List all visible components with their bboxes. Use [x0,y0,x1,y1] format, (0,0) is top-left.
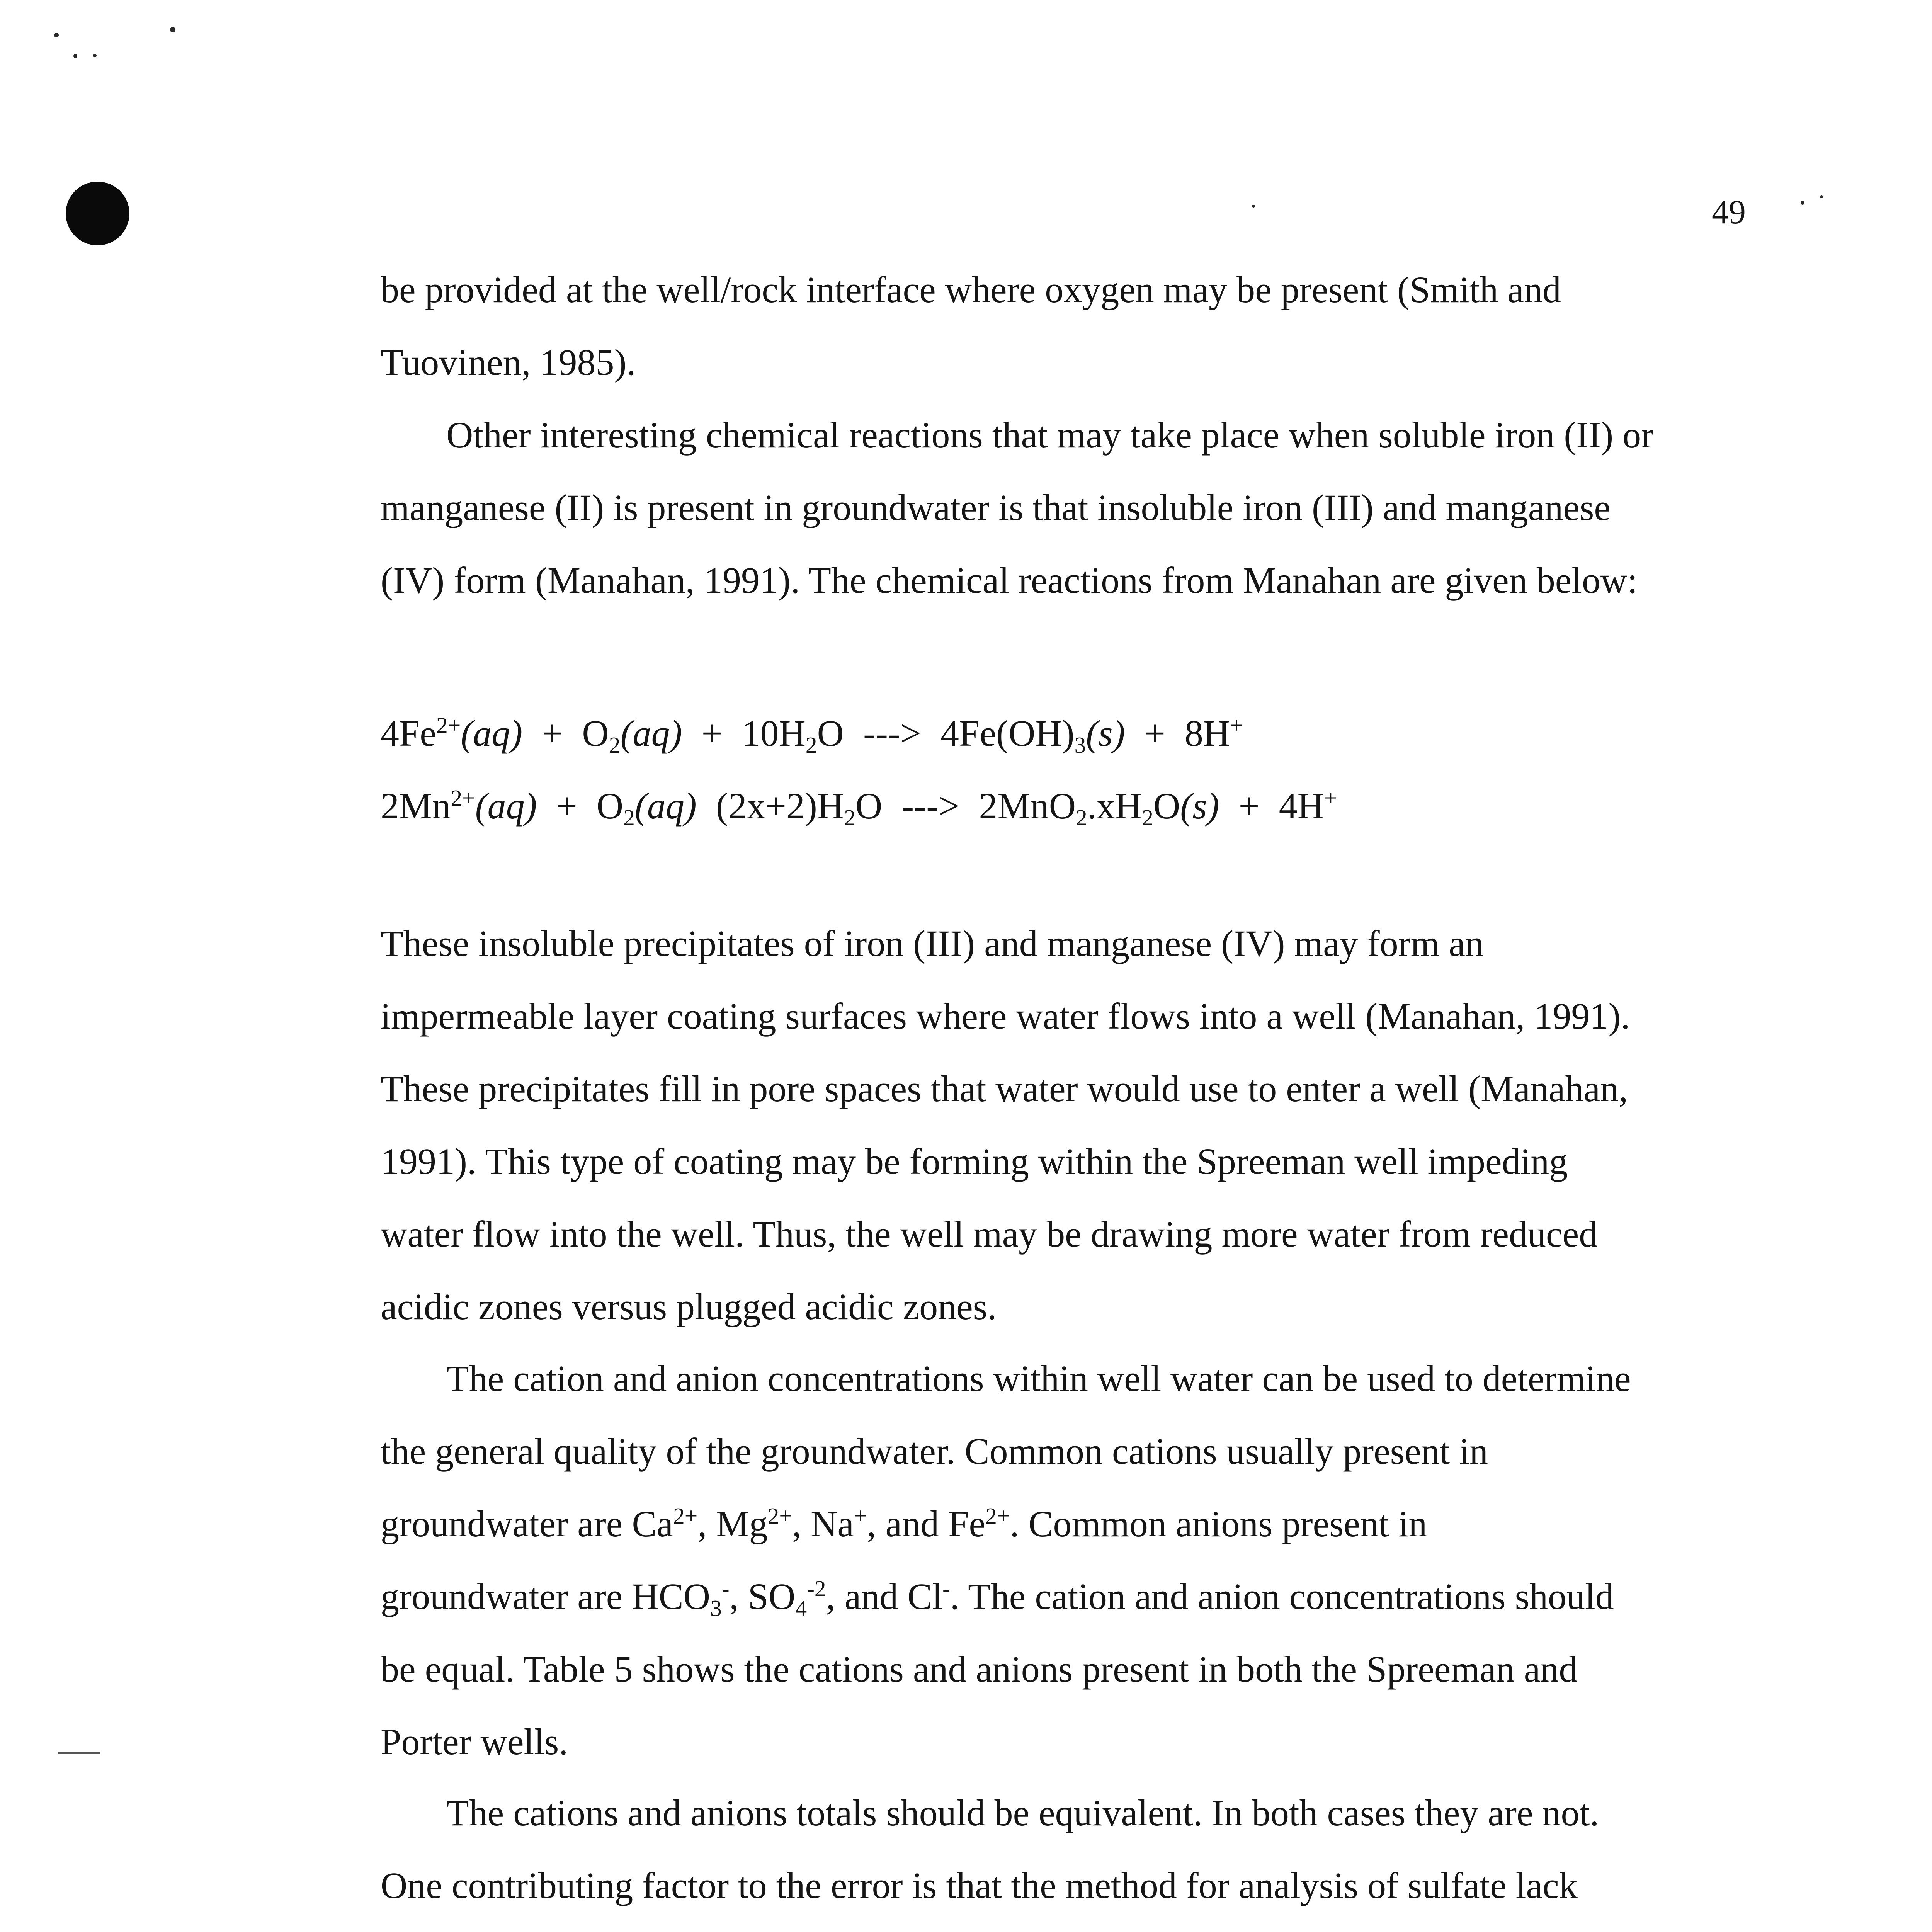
text-line: (IV) form (Manahan, 1991). The chemical reactions from Manahan are given below: [381,560,1638,601]
text-line: These insoluble precipitates of iron (III) and manganese (IV) may form an [381,923,1484,964]
scan-speck [73,54,77,58]
scan-speck [1820,195,1823,198]
text-line: be equal. Table 5 shows the cations and anions present in both the Spreeman and [381,1648,1578,1690]
scan-speck [170,27,175,32]
text-line: Other interesting chemical reactions that may take place when soluble iron (II) or [446,414,1654,456]
text-line: impermeable layer coating surfaces where water flows into a well (Manahan, 1991). [381,995,1630,1037]
text-line: acidic zones versus plugged acidic zones. [381,1286,997,1327]
paragraph-precipitates [381,920,1756,1345]
scan-speck [93,54,97,57]
text-line: Porter wells. [381,1721,568,1762]
punch-hole-top [66,182,129,245]
text-line-cations: groundwater are $Ca^{2+}$, $Mg^{2+}$, Na+, and $Fe^{2+}$. Common anions present in [381,1503,1427,1544]
text-line-anions: groundwater are $HCO_3^-$, $SO_4^{-2}$, and Cl-. The cation and anion concentrations should [381,1576,1614,1621]
text-line: These precipitates fill in pore spaces that water would use to enter a well (Manahan, [381,1068,1628,1109]
text-line: the general quality of the groundwater. Common cations usually present in [381,1430,1488,1472]
paragraph-cation-anion [381,1355,1756,1781]
equation-manganese-oxidation: $2Mn^{2+}(aq) + O_2(aq)$ $(2x+2)H_2O$ ---> $2MnO_2.xH_2O(s) + 4H^+$ [381,785,1337,830]
text-line: The cations and anions totals should be equivalent. In both cases they are not. [446,1792,1599,1833]
scan-speck [1252,205,1255,208]
scan-speck [1801,201,1804,205]
text-line: water flow into the well. Thus, the well may be drawing more water from reduced [381,1213,1598,1255]
text-line: be provided at the well/rock interface where oxygen may be present (Smith and [381,269,1561,310]
scan-speck [54,33,59,37]
paragraph-imbalance [381,1790,1756,1932]
text-line: manganese (II) is present in groundwater is that insoluble iron (III) and manganese [381,487,1611,528]
paragraph-chemical-reactions [381,412,1756,601]
text-line: Tuovinen, 1985). [381,342,636,383]
text-line: The cation and anion concentrations within well water can be used to determine [446,1358,1631,1399]
text-line: 1991). This type of coating may be forming within the Spreeman well impeding [381,1141,1568,1182]
page-number: 49 [1712,194,1746,231]
text-line: One contributing factor to the error is that the method for analysis of sulfate lack [381,1865,1578,1906]
paragraph-continued [381,267,1756,383]
scan-edge-mark [58,1752,100,1754]
equation-iron-oxidation: $4Fe^{2+}(aq) + O_2(aq) + 10H_2O$ ---> $4Fe(OH)_3(s) + 8H^+$ [381,713,1243,758]
